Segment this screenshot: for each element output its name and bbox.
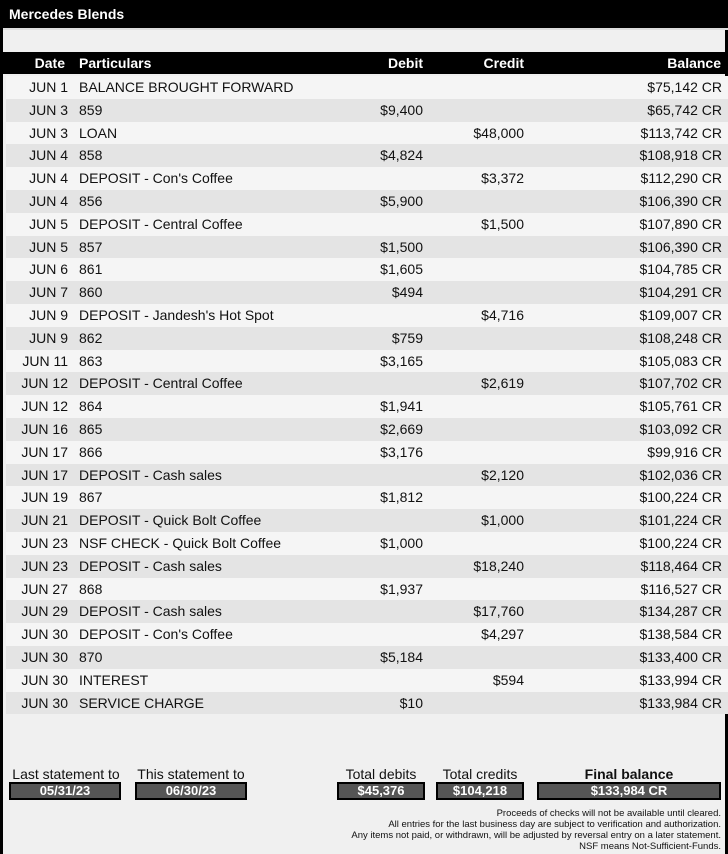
row-balance: $65,742 CR xyxy=(647,101,722,118)
row-date: JUN 19 xyxy=(21,489,68,506)
row-credit: $3,372 xyxy=(481,170,524,187)
row-debit: $9,400 xyxy=(380,101,423,118)
table-row xyxy=(6,327,728,350)
row-date: JUN 9 xyxy=(29,329,68,346)
row-debit: $10 xyxy=(399,694,423,711)
row-balance: $106,390 CR xyxy=(639,192,722,209)
row-date: JUN 12 xyxy=(21,375,68,392)
col-balance-header: Balance xyxy=(667,55,721,71)
row-balance: $100,224 CR xyxy=(639,489,722,506)
statement-notes xyxy=(351,808,721,852)
row-particulars: 867 xyxy=(79,489,103,506)
row-debit: $1,000 xyxy=(380,534,423,551)
final-balance-label: Final balance xyxy=(584,766,674,782)
row-balance: $105,083 CR xyxy=(639,352,722,369)
row-balance: $99,916 CR xyxy=(647,443,722,460)
row-particulars: 866 xyxy=(79,443,103,460)
row-debit: $1,941 xyxy=(380,398,423,415)
table-row xyxy=(6,144,728,167)
row-particulars: 864 xyxy=(79,398,103,415)
table-row xyxy=(6,555,728,578)
table-row xyxy=(6,623,728,646)
row-particulars: DEPOSIT - Cash sales xyxy=(79,557,222,574)
row-balance: $118,464 CR xyxy=(640,557,722,574)
statement-footer xyxy=(3,760,728,854)
row-particulars: DEPOSIT - Central Coffee xyxy=(79,375,243,392)
transactions-table xyxy=(6,76,728,714)
row-particulars: 858 xyxy=(79,147,103,164)
row-date: JUN 4 xyxy=(29,192,68,209)
row-particulars: DEPOSIT - Central Coffee xyxy=(79,215,243,232)
row-date: JUN 30 xyxy=(21,694,68,711)
row-date: JUN 23 xyxy=(21,534,68,551)
row-date: JUN 16 xyxy=(21,420,68,437)
table-row xyxy=(6,578,728,601)
row-particulars: DEPOSIT - Cash sales xyxy=(79,466,222,483)
row-debit: $1,500 xyxy=(380,238,423,255)
row-particulars: 868 xyxy=(79,580,103,597)
table-row xyxy=(6,99,728,122)
row-date: JUN 11 xyxy=(22,352,68,369)
row-debit: $1,937 xyxy=(380,580,423,597)
row-balance: $113,742 CR xyxy=(640,124,722,141)
column-header-row xyxy=(3,52,728,74)
row-particulars: 861 xyxy=(79,261,103,278)
table-row xyxy=(6,486,728,509)
row-debit: $5,900 xyxy=(380,192,423,209)
row-balance: $109,007 CR xyxy=(639,306,722,323)
total-debits-value: $45,376 xyxy=(337,782,425,800)
table-row xyxy=(6,350,728,373)
table-row xyxy=(6,236,728,259)
row-date: JUN 27 xyxy=(21,580,68,597)
table-row xyxy=(6,190,728,213)
row-balance: $103,092 CR xyxy=(639,420,722,437)
table-row xyxy=(6,281,728,304)
col-particulars-header: Particulars xyxy=(79,55,152,71)
final-balance-value: $133,984 CR xyxy=(537,782,721,800)
table-row xyxy=(6,167,728,190)
table-row xyxy=(6,122,728,145)
row-credit: $18,240 xyxy=(473,557,524,574)
row-particulars: 860 xyxy=(79,284,103,301)
row-balance: $101,224 CR xyxy=(639,512,722,529)
row-debit: $1,812 xyxy=(380,489,423,506)
row-particulars: 857 xyxy=(79,238,103,255)
row-balance: $106,390 CR xyxy=(639,238,722,255)
row-particulars: 870 xyxy=(79,648,103,665)
total-credits-label: Total credits xyxy=(442,766,518,782)
row-balance: $100,224 CR xyxy=(639,534,722,551)
row-date: JUN 29 xyxy=(21,603,68,620)
row-date: JUN 5 xyxy=(29,238,68,255)
row-balance: $116,527 CR xyxy=(640,580,722,597)
row-date: JUN 4 xyxy=(29,147,68,164)
row-particulars: BALANCE BROUGHT FORWARD xyxy=(79,79,294,95)
row-particulars: LOAN xyxy=(79,124,118,141)
row-debit: $1,605 xyxy=(380,261,423,278)
row-date: JUN 5 xyxy=(29,215,68,232)
row-particulars: 856 xyxy=(79,192,103,209)
row-date: JUN 3 xyxy=(29,124,68,141)
table-row xyxy=(6,692,728,715)
table-row xyxy=(6,395,728,418)
row-particulars: 865 xyxy=(79,420,103,437)
row-debit: $5,184 xyxy=(380,648,423,665)
table-row xyxy=(6,372,728,395)
row-balance: $133,400 CR xyxy=(639,648,722,665)
row-credit: $2,120 xyxy=(481,466,524,483)
note-line: Proceeds of checks will not be available until cleared. xyxy=(496,808,721,819)
table-row xyxy=(6,213,728,236)
row-date: JUN 7 xyxy=(29,284,68,301)
row-balance: $108,918 CR xyxy=(639,147,722,164)
total-debits-label: Total debits xyxy=(345,766,417,782)
row-date: JUN 30 xyxy=(21,626,68,643)
table-row xyxy=(6,532,728,555)
col-credit-header: Credit xyxy=(483,55,524,71)
row-balance: $112,290 CR xyxy=(640,170,722,187)
row-balance: $107,702 CR xyxy=(639,375,722,392)
row-credit: $1,500 xyxy=(481,215,524,232)
row-date: JUN 17 xyxy=(21,466,68,483)
table-row xyxy=(6,646,728,669)
row-date: JUN 9 xyxy=(29,306,68,323)
row-date: JUN 17 xyxy=(21,443,68,460)
row-particulars: NSF CHECK - Quick Bolt Coffee xyxy=(79,534,282,551)
row-balance: $105,761 CR xyxy=(639,398,722,415)
row-debit: $4,824 xyxy=(380,147,423,164)
row-date: JUN 12 xyxy=(21,398,68,415)
row-particulars: DEPOSIT - Jandesh's Hot Spot xyxy=(79,306,274,323)
this-statement-date: 06/30/23 xyxy=(135,782,247,800)
row-particulars: DEPOSIT - Cash sales xyxy=(79,603,222,620)
row-date: JUN 6 xyxy=(29,261,68,278)
row-balance: $133,984 CR xyxy=(639,694,722,711)
row-particulars: INTEREST xyxy=(79,671,149,688)
row-date: JUN 21 xyxy=(21,512,68,529)
last-statement-date: 05/31/23 xyxy=(9,782,121,800)
row-particulars: DEPOSIT - Con's Coffee xyxy=(79,170,233,187)
row-balance: $133,994 CR xyxy=(639,671,722,688)
table-row xyxy=(6,258,728,281)
last-statement-label: Last statement to xyxy=(12,766,120,782)
note-line: Any items not paid, or withdrawn, will be adjusted by reversal entry on a later statement. xyxy=(351,830,721,841)
row-credit: $4,297 xyxy=(481,626,524,643)
row-credit: $48,000 xyxy=(473,124,524,141)
total-credits-value: $104,218 xyxy=(436,782,524,800)
row-date: JUN 23 xyxy=(21,557,68,574)
row-credit: $4,716 xyxy=(481,306,524,323)
row-particulars: 862 xyxy=(79,329,103,346)
row-balance: $104,291 CR xyxy=(639,284,722,301)
row-credit: $594 xyxy=(492,671,524,688)
row-debit: $494 xyxy=(391,284,423,301)
row-debit: $2,669 xyxy=(380,420,423,437)
row-date: JUN 30 xyxy=(21,648,68,665)
table-row xyxy=(6,509,728,532)
row-credit: $17,760 xyxy=(473,603,524,620)
row-particulars: DEPOSIT - Quick Bolt Coffee xyxy=(79,512,262,529)
row-date: JUN 4 xyxy=(29,170,68,187)
table-row xyxy=(6,304,728,327)
row-debit: $3,165 xyxy=(380,352,423,369)
table-row xyxy=(6,464,728,487)
row-particulars: 863 xyxy=(79,352,103,369)
row-debit: $3,176 xyxy=(380,443,423,460)
row-date: JUN 1 xyxy=(29,79,68,95)
row-date: JUN 3 xyxy=(29,101,68,118)
col-date-header: Date xyxy=(34,55,65,71)
row-date: JUN 30 xyxy=(21,671,68,688)
row-balance: $108,248 CR xyxy=(639,329,722,346)
table-row xyxy=(6,600,728,623)
row-balance: $75,142 CR xyxy=(647,79,722,95)
table-row xyxy=(6,76,728,99)
col-debit-header: Debit xyxy=(388,55,423,71)
table-row xyxy=(6,441,728,464)
statement-title: Mercedes Blends xyxy=(3,0,728,30)
row-particulars: SERVICE CHARGE xyxy=(79,694,204,711)
this-statement-label: This statement to xyxy=(137,766,245,782)
note-line: All entries for the last business day are subject to verification and authorization. xyxy=(388,819,721,830)
row-particulars: 859 xyxy=(79,101,103,118)
table-row xyxy=(6,418,728,441)
table-row xyxy=(6,669,728,692)
row-balance: $134,287 CR xyxy=(639,603,722,620)
row-credit: $2,619 xyxy=(481,375,524,392)
note-line: NSF means Not-Sufficient-Funds. xyxy=(579,841,721,852)
row-balance: $138,584 CR xyxy=(639,626,722,643)
row-balance: $102,036 CR xyxy=(639,466,722,483)
row-credit: $1,000 xyxy=(481,512,524,529)
row-balance: $107,890 CR xyxy=(639,215,722,232)
row-debit: $759 xyxy=(391,329,423,346)
row-particulars: DEPOSIT - Con's Coffee xyxy=(79,626,233,643)
row-balance: $104,785 CR xyxy=(639,261,722,278)
